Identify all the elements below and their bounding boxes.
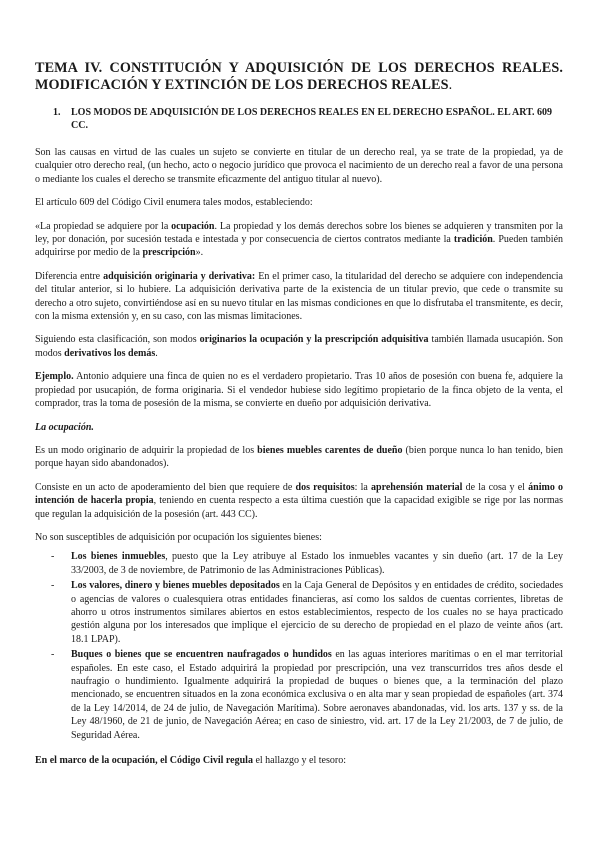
bold-run: originarios la ocupación y la prescripción adquisitiva	[199, 334, 429, 346]
text-run: Siguiendo esta clasificación, son modos	[35, 334, 200, 346]
document-page	[35, 60, 563, 767]
bold-run: Buques o bienes que se encuentren naufragados o hundidos	[71, 649, 332, 661]
text-run: Es un modo originario de adquirir la propiedad de los	[35, 444, 258, 456]
text-run: Antonio adquiere una finca de quien no es el verdadero propietario. Tras 10 años de posesión con buena fe, adquiere la propiedad por usucapión, de forma originaria. Si el vendedor hubiese sido legítimo propietario de la finca objeto de la venta, el comprador, tras la toma de posesión de la misma, se convierte en dueño por adquisición derivativa.	[35, 371, 563, 410]
bold-run: dos requisitos	[295, 481, 355, 493]
bold-run: derivativos los demás	[64, 347, 156, 359]
text-run: .	[155, 347, 158, 359]
list-dash: -	[51, 649, 55, 661]
text-run: «La propiedad se adquiere por la	[35, 220, 172, 232]
bold-run: tradición	[453, 234, 493, 246]
text-run: el hallazgo y el tesoro:	[252, 755, 346, 767]
paragraph-hallazgo-tesoro	[35, 754, 563, 767]
paragraph-difference	[35, 270, 563, 324]
text-run: también llamada usucapión. Son modos	[35, 334, 563, 359]
text-run: Diferencia entre	[35, 270, 104, 282]
text-run: (bien porque nunca lo han tenido, bien porque hayan sido abandonados).	[35, 444, 563, 470]
excluded-goods-list	[35, 550, 563, 742]
text-run: , teniendo en cuenta respecto a esta última cuestión que la capacidad exigible se rige por las normas que regulan la adquisición de la posesión (art. 443 CC).	[35, 495, 563, 520]
bold-run: bienes muebles carentes de dueño	[257, 444, 403, 456]
paragraph-ocupacion-definition	[35, 444, 563, 471]
text-run: Consiste en un acto de apoderamiento del bien que requiere de	[35, 481, 296, 493]
text-run: En el primer caso, la titularidad del derecho se adquiere con independencia del titular anterior, si lo hubiere. La adquisición derivativa parte de la existencia de un titular previo, que cede o transmite su derecho a otro sujeto, convirtiéndose así en su nuevo titular en las mismas condiciones en que lo disfrutaba el transmitente, es decir, con la misma extensión y, en su caso, con las mismas limitaciones.	[35, 270, 563, 323]
bold-run: ocupación	[171, 220, 215, 232]
page-title	[35, 60, 563, 94]
paragraph-example	[35, 370, 563, 410]
paragraph-article-quote	[35, 220, 563, 260]
paragraph-requisitos	[35, 481, 563, 521]
list-dash: -	[51, 580, 55, 592]
section-title: LOS MODOS DE ADQUISICIÓN DE LOS DERECHOS REALES EN EL DERECHO ESPAÑOL. EL ART. 609 CC.	[71, 107, 553, 131]
text-run: : la	[354, 481, 372, 493]
bold-run: adquisición originaria y derivativa:	[103, 270, 256, 282]
bold-run: En el marco de la ocupación, el Código Civil regula	[35, 755, 253, 767]
bold-run: prescripción	[142, 247, 196, 259]
text-run: de la cosa y el	[462, 481, 529, 493]
subheading-ocupacion	[35, 421, 563, 434]
text-run: . Pueden también adquirirse por medio de la	[35, 234, 564, 259]
bold-run: Ejemplo.	[35, 371, 74, 383]
list-item	[35, 648, 563, 742]
section-number: 1.	[53, 107, 61, 118]
subheading-text: La ocupación.	[35, 421, 94, 433]
text-run: en las aguas interiores marítimas o en el mar territorial españoles. En este caso, el Estado adquirirá la propiedad por prescripción, una vez transcurridos tres años desde el naufragio o hundimiento. Igualmente adquirirá la propiedad de buques o bienes que, a la terminación del plazo mencionado, se encuentren situados en la zona económica exclusiva o en alta mar y sean propiedad de españoles (art. 374 de la Ley 14/2014, de 24 de julio, de Navegación Marítima). Sobre aeronaves abandonadas, vid. los arts. 137 y ss. de la Ley 48/1960, de 21 de junio, de Navegación Aérea; en caso de siniestro, vid. art. 17 de la Ley 21/2003, de 7 de julio, de Seguridad Aérea.	[71, 649, 564, 741]
paragraph-intro: Son las causas en virtud de las cuales un sujeto se convierte en titular de un derecho real, ya se trate de la propiedad, ya de cualquier otro derecho real, (un hecho, acto o negocio jurídico que provoca el nacimiento de un derecho real a favor de una persona o mediante los cuales el derecho se transmite eficazmente del antiguo titular al nuevo).	[35, 147, 563, 185]
text-run: . La propiedad y los demás derechos sobre los bienes se adquieren y transmiten por la ley, por donación, por sucesión testada e intestada y por consecuencia de ciertos contratos mediante la	[35, 220, 563, 246]
bold-run: aprehensión material	[371, 481, 463, 493]
text-run: ».	[195, 247, 204, 259]
paragraph-excluded-intro: No son susceptibles de adquisición por ocupación los siguientes bienes:	[35, 531, 322, 543]
list-item	[35, 550, 563, 577]
paragraph-classification	[35, 333, 563, 360]
section-heading	[53, 106, 563, 132]
title-text: TEMA IV. CONSTITUCIÓN Y ADQUISICIÓN DE LOS DERECHOS REALES. MODIFICACIÓN Y EXTINCIÓN DE LOS DERECHOS REALES	[35, 60, 563, 93]
paragraph-article-609: El artículo 609 del Código Civil enumera tales modos, estableciendo:	[35, 197, 313, 209]
text-run: en la Caja General de Depósitos y en entidades de crédito, sociedades o agencias de valores o cualesquiera otras entidades financieras, así como los saldos de cuentas corrientes, libretas de ahorro u otros instrumentos similares abiertos en estos establecimientos, respecto de los cuales no se haya practicado gestión alguna por los interesados que implique el ejercicio de su derecho de propiedad en el plazo de veinte años (art. 18.1 LPAP).	[71, 580, 563, 645]
bold-run: ánimo o intención de hacerla propia	[35, 481, 564, 507]
text-run: , puesto que la Ley atribuye al Estado los inmuebles vacantes y sin dueño (art. 17 de la Ley 33/2003, de 3 de noviembre, de Patrimonio de las Administraciones Públicas).	[71, 551, 563, 576]
list-item	[35, 579, 563, 646]
list-dash: -	[51, 551, 55, 563]
title-dot: .	[448, 77, 453, 93]
bold-run: Los bienes inmuebles	[71, 551, 166, 563]
bold-run: Los valores, dinero y bienes muebles depositados	[71, 580, 280, 592]
